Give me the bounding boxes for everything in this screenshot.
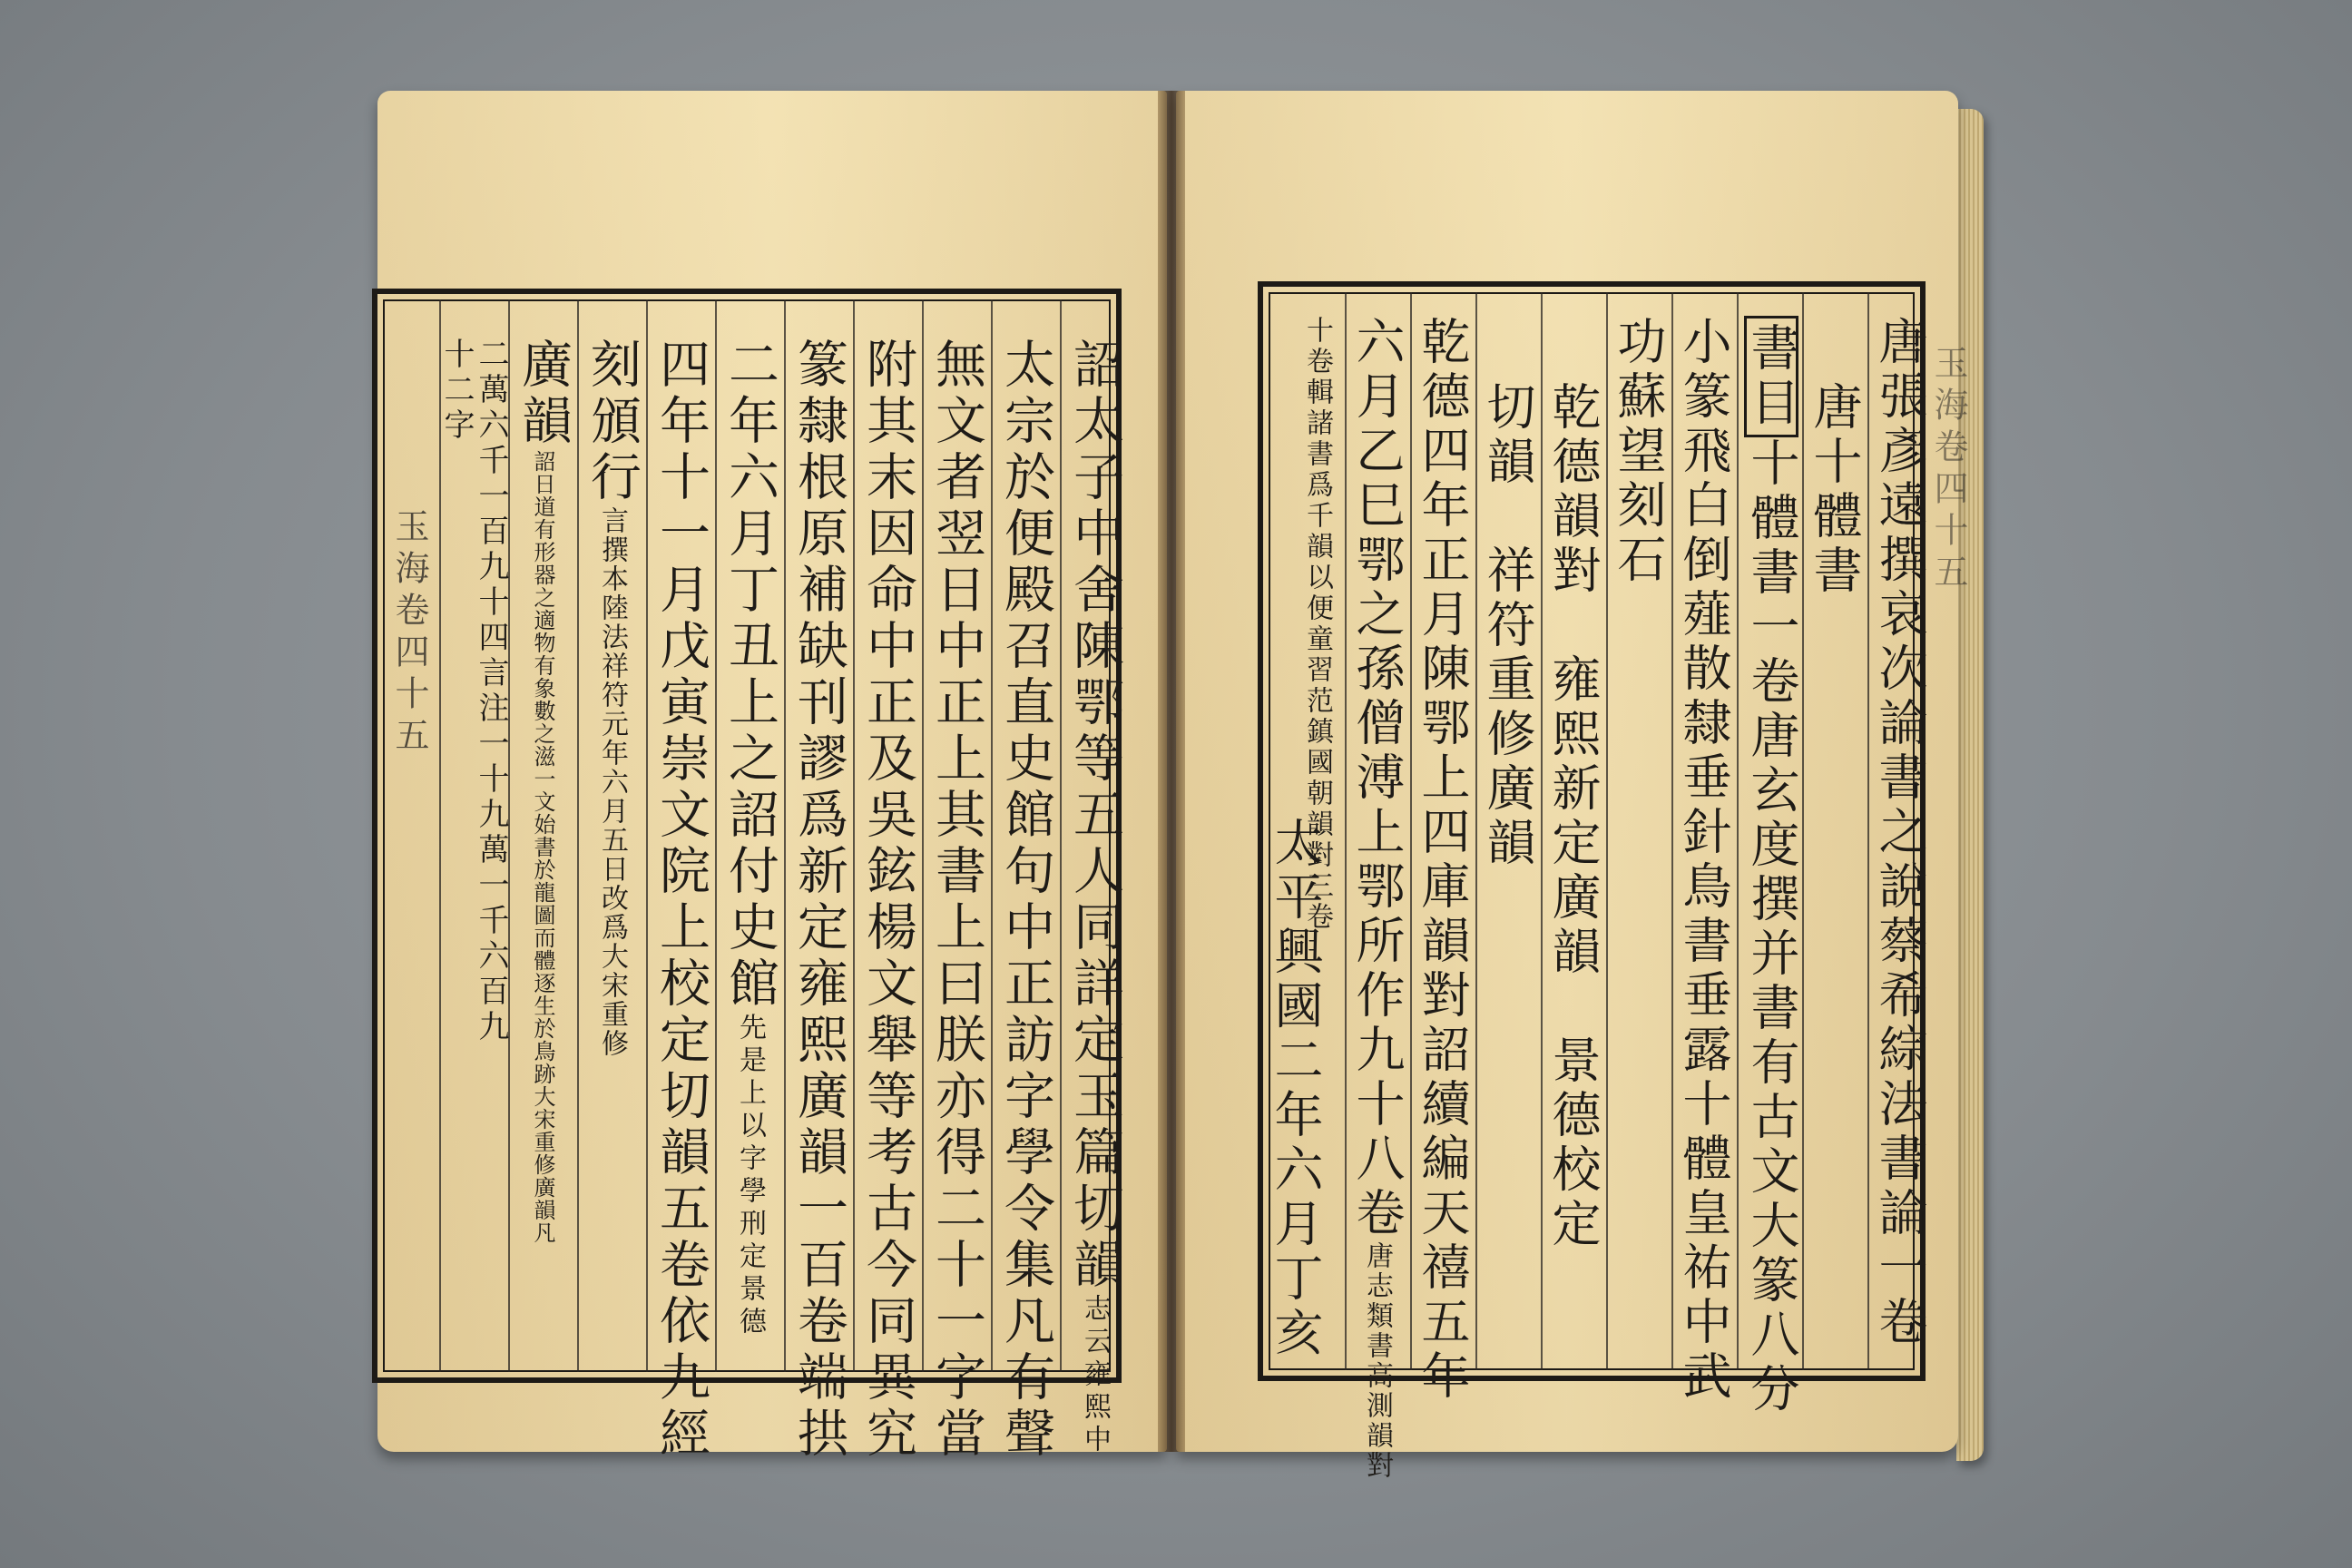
right-col-7 bbox=[1479, 381, 1536, 871]
right-col-11 bbox=[1267, 817, 1324, 1361]
left-col-1 bbox=[1065, 338, 1124, 1457]
left-margin-label: 玉海卷四十五 bbox=[389, 508, 429, 759]
left-col-2-text: 太宗於便殿召直史館句中正訪字學令集凡有聲 bbox=[996, 338, 1055, 1463]
column-rule bbox=[1737, 292, 1739, 1370]
left-col-6-note: 先是上以字學刑定景德 bbox=[734, 1013, 766, 1339]
column-rule bbox=[853, 299, 855, 1372]
left-col-10-note: 二萬六千一百九十四言注一十九萬一千六百九 bbox=[473, 338, 509, 1045]
left-col-7 bbox=[652, 338, 710, 1463]
right-col-2 bbox=[1806, 381, 1863, 599]
book-gutter bbox=[1158, 91, 1185, 1452]
left-col-9-text: 廣韻 bbox=[514, 338, 573, 450]
left-col-3 bbox=[927, 338, 986, 1463]
column-rule bbox=[922, 299, 924, 1372]
right-col-1-text: 唐張彥遠撰哀次論書之說蔡希綜法書論一卷 bbox=[1871, 316, 1928, 1350]
column-rule bbox=[1867, 292, 1869, 1370]
left-col-11-note: 十二字 bbox=[438, 338, 475, 444]
left-col-10 bbox=[473, 338, 509, 1045]
right-col-4-text: 小篆飛白倒薤散隸垂針鳥書垂露十體皇祐中武 bbox=[1675, 316, 1732, 1405]
right-col-5 bbox=[1610, 316, 1667, 588]
right-col-8-text: 乾德四年正月陳鄂上四庫韻對詔續編天禧五年 bbox=[1414, 316, 1471, 1405]
column-rule bbox=[1475, 292, 1477, 1370]
left-col-5-text: 篆隸根原補缺刊謬爲新定雍熙廣韻一百卷端拱 bbox=[789, 338, 848, 1463]
column-rule bbox=[1606, 292, 1608, 1370]
left-col-4-text: 附其末因命中正及吳鉉楊文舉等考古今同異究 bbox=[858, 338, 917, 1463]
right-col-10-note: 十卷輯諸書爲千韻以便童習范鎮國朝韻對三卷 bbox=[1301, 316, 1333, 933]
column-rule bbox=[1802, 292, 1804, 1370]
left-col-8 bbox=[583, 338, 642, 1058]
right-col-11-text: 太平興國二年六月丁亥 bbox=[1267, 817, 1324, 1361]
right-col-8 bbox=[1414, 316, 1471, 1405]
right-col-7-text: 切韻 祥符重修廣韻 bbox=[1479, 381, 1536, 871]
left-col-9 bbox=[514, 338, 573, 1244]
right-col-6-text: 乾德韻對 雍熙新定廣韻 景德校定 bbox=[1544, 381, 1602, 1252]
right-col-9 bbox=[1348, 316, 1406, 1481]
right-col-1 bbox=[1871, 316, 1928, 1350]
right-col-6 bbox=[1544, 381, 1602, 1252]
left-col-6-text: 二年六月丁丑上之詔付史館 bbox=[720, 338, 779, 1013]
column-rule bbox=[1345, 292, 1347, 1370]
right-col-9-text: 六月乙巳鄂之孫僧溥上鄂所作九十八卷 bbox=[1348, 316, 1406, 1241]
left-col-1-text: 詔太子中舍陳鄂等五人同詳定玉篇切韻 bbox=[1065, 338, 1124, 1294]
column-rule bbox=[991, 299, 993, 1372]
left-col-9-note: 詔日道有形器之適物有象數之滋一文始書於龍圖而體逐生於鳥跡大宋重修廣韻凡 bbox=[530, 450, 555, 1244]
column-rule bbox=[1671, 292, 1673, 1370]
column-rule bbox=[577, 299, 579, 1372]
column-rule bbox=[784, 299, 786, 1372]
right-col-9-note: 唐志類書高測韻對 bbox=[1361, 1241, 1393, 1481]
column-rule bbox=[1060, 299, 1062, 1372]
left-col-5 bbox=[789, 338, 848, 1463]
right-margin-label: 玉海卷四十五 bbox=[1928, 345, 1968, 595]
column-rule bbox=[439, 299, 441, 1372]
right-col-4 bbox=[1675, 316, 1732, 1405]
right-col-3 bbox=[1744, 316, 1798, 1417]
left-col-6 bbox=[720, 338, 779, 1339]
column-rule bbox=[1410, 292, 1412, 1370]
left-col-2 bbox=[996, 338, 1055, 1463]
column-rule bbox=[715, 299, 717, 1372]
right-col-3-text: 十體書一卷唐玄度撰并書有古文大篆八分 bbox=[1743, 437, 1800, 1417]
right-col-2-text: 唐十體書 bbox=[1806, 381, 1863, 599]
left-col-8-note: 言撰本陸法祥符元年六月五日改爲大宋重修 bbox=[596, 506, 628, 1058]
column-rule bbox=[646, 299, 648, 1372]
left-col-11 bbox=[438, 338, 475, 444]
left-col-3-text: 無文者翌日中正上其書上曰朕亦得二十一字當 bbox=[927, 338, 986, 1463]
column-rule bbox=[1541, 292, 1543, 1370]
left-col-8-text: 刻頒行 bbox=[583, 338, 642, 506]
left-col-4 bbox=[858, 338, 917, 1463]
left-col-1-note: 志云雍熙中 bbox=[1079, 1294, 1111, 1457]
left-col-7-text: 四年十一月戊寅崇文院上校定切韻五卷依九經 bbox=[652, 338, 710, 1463]
right-col-3-boxed-label: 書目 bbox=[1744, 316, 1798, 437]
page-edge-stack bbox=[1956, 109, 1984, 1461]
right-col-5-text: 功蘇望刻石 bbox=[1610, 316, 1667, 588]
